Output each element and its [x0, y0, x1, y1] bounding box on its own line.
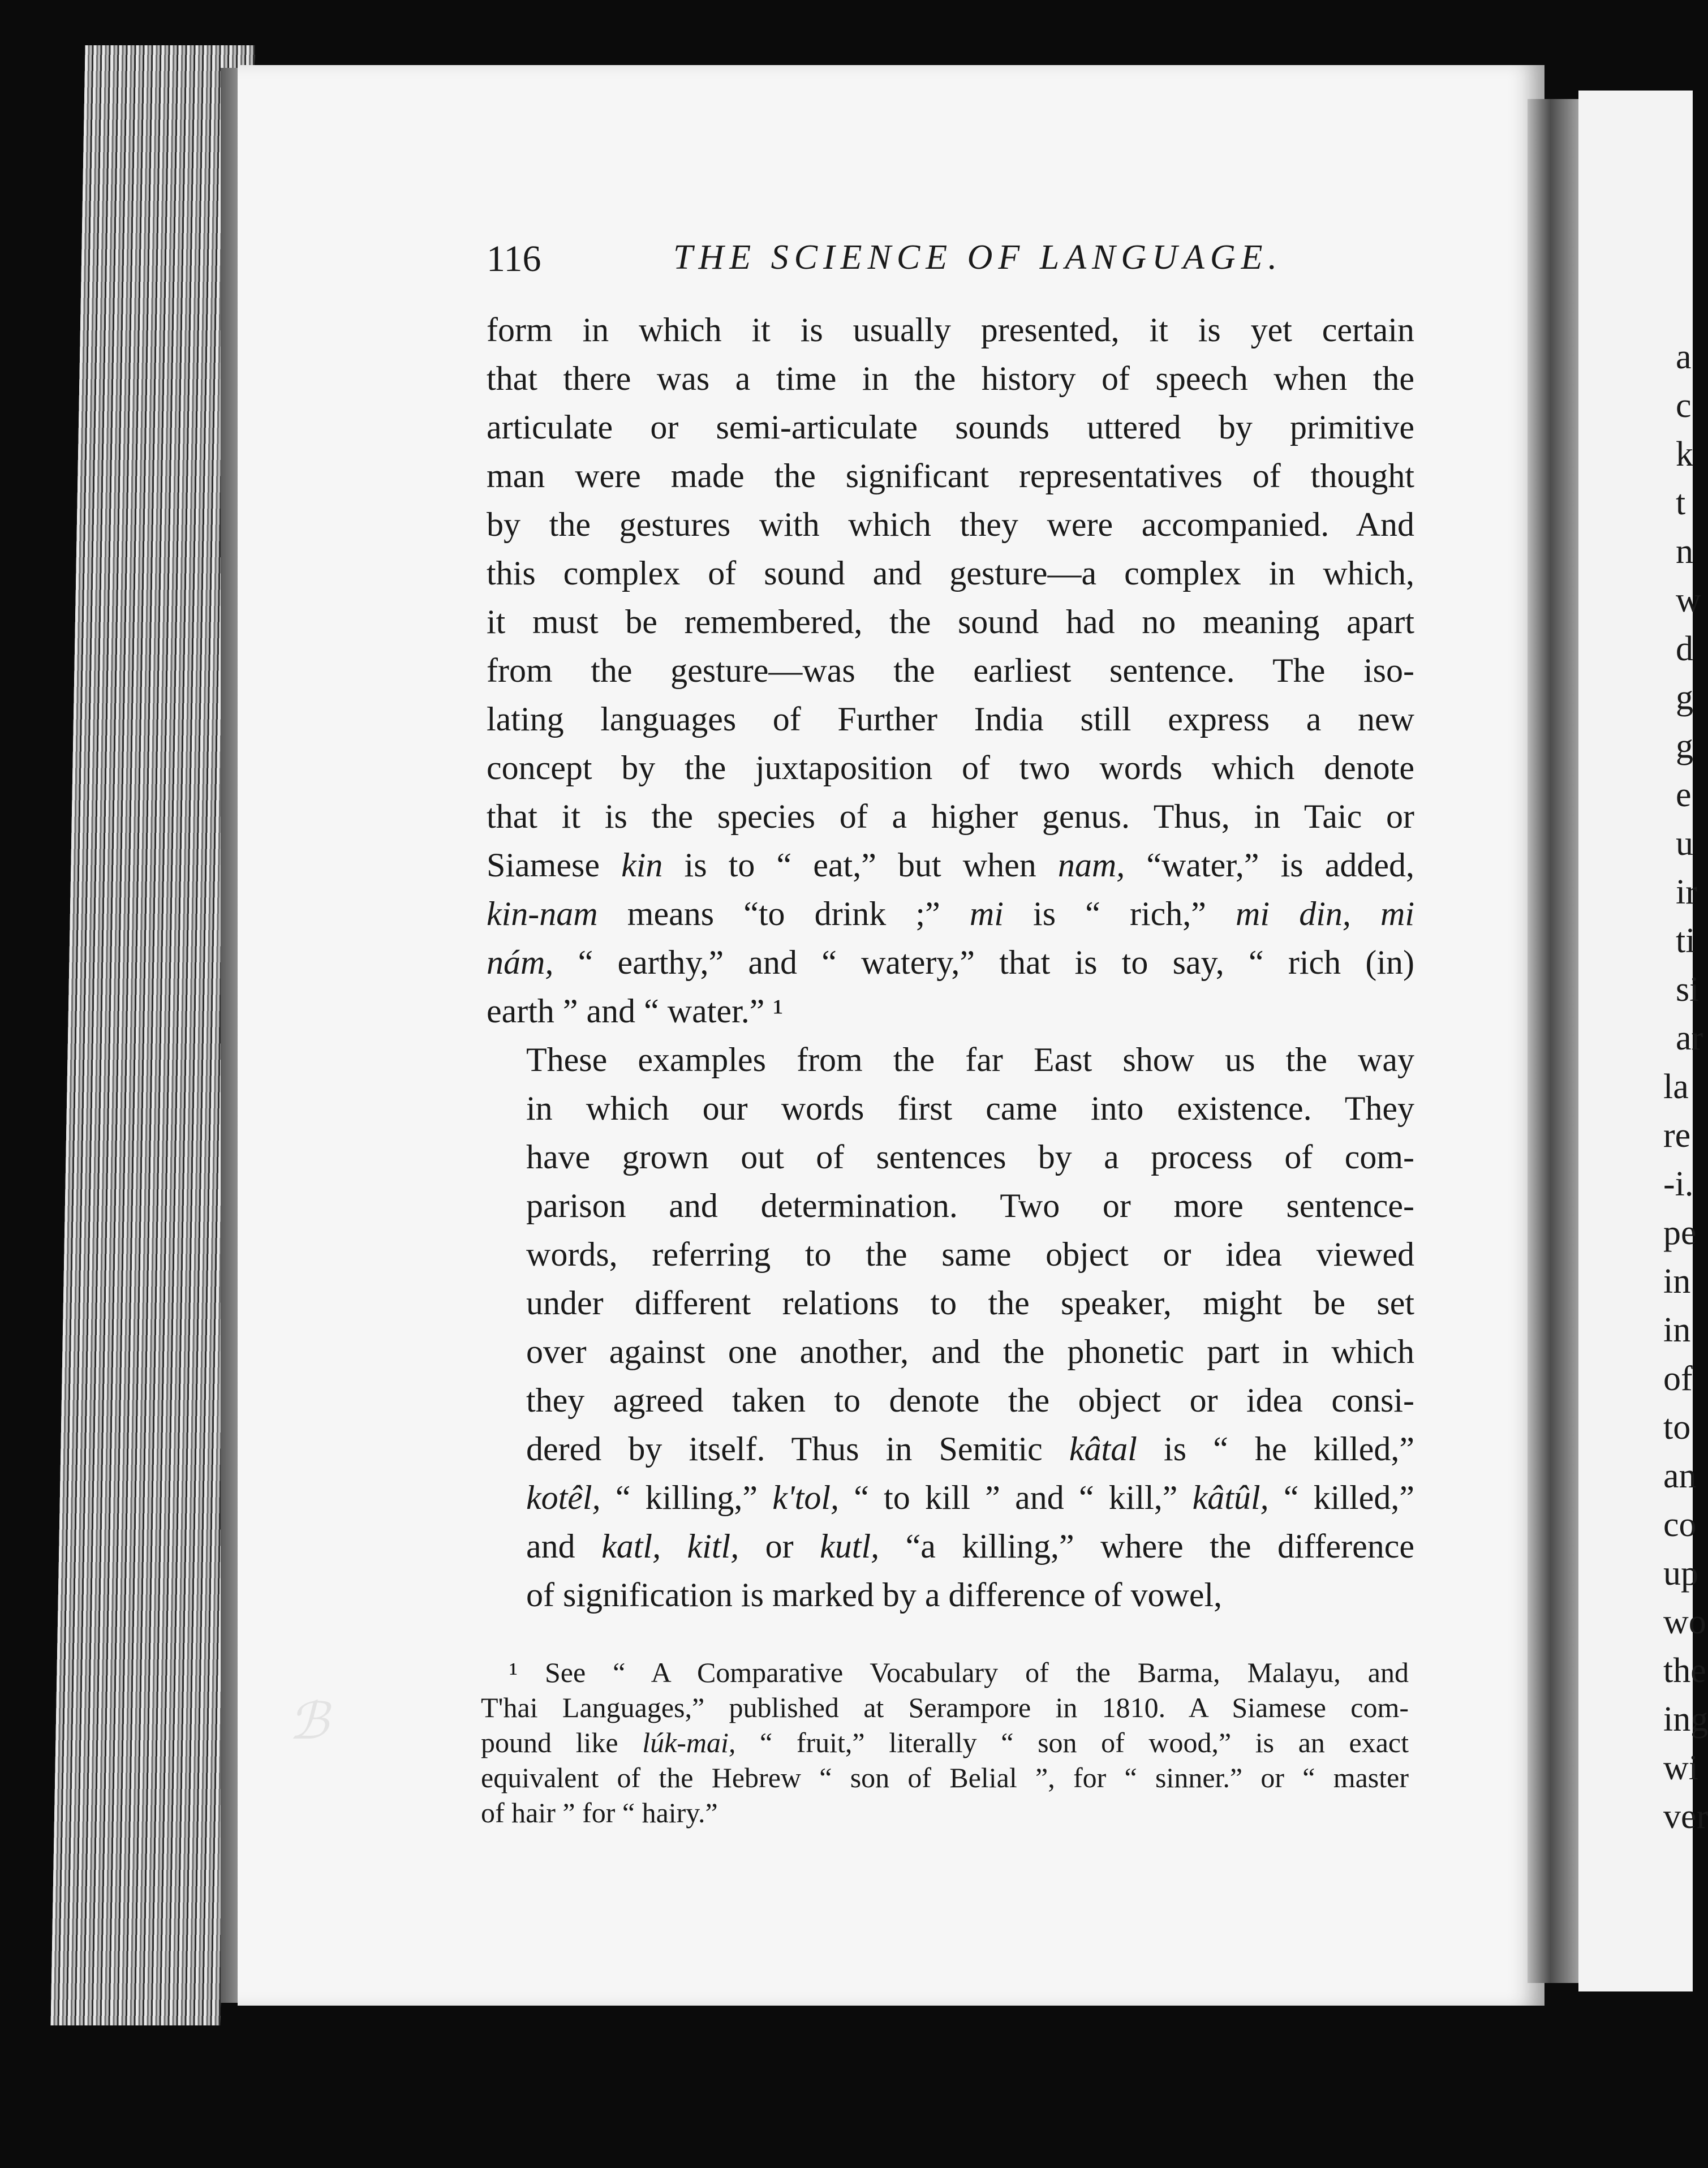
- text-run: is to “ eat,” but when: [662, 846, 1058, 884]
- facing-page-fragment: w: [1676, 581, 1701, 620]
- text-line: by the gestures with which they were accompanied. And: [487, 506, 1414, 543]
- text-line: man were made the significant representatives of thought: [487, 457, 1414, 494]
- italic-word: nam,: [1057, 846, 1125, 884]
- text-run: “ killing,”: [600, 1479, 773, 1516]
- facing-page-fragment: re: [1663, 1116, 1691, 1155]
- text-run: “a killing,” where the difference: [879, 1528, 1414, 1565]
- italic-word: kin: [621, 846, 663, 884]
- italic-word: kutl,: [820, 1528, 880, 1565]
- facing-page-fragment: ti: [1676, 922, 1696, 960]
- text-line: [487, 1522, 1414, 1571]
- text-line: that there was a time in the history of speech when the: [487, 360, 1414, 397]
- paragraph: [487, 1035, 1414, 1619]
- body-text: [487, 306, 1414, 1619]
- italic-word: mi: [969, 895, 1004, 932]
- footnote-line: [481, 1725, 1409, 1760]
- facing-page-fragment: pe: [1663, 1214, 1697, 1252]
- text-run: “ fruit,” literally “ son of wood,” is an exact: [735, 1727, 1409, 1758]
- text-run: means “to drink ;”: [597, 895, 970, 932]
- facing-page-fragment: g: [1676, 727, 1693, 765]
- facing-page-fragment: c: [1676, 386, 1692, 425]
- running-head: [487, 238, 1313, 294]
- facing-page-fragment: n: [1676, 532, 1693, 571]
- footnote-line: of hair ” for “ hairy.”: [481, 1797, 718, 1829]
- text-line: [487, 841, 1414, 889]
- text-line: These examples from the far East show us the way: [526, 1041, 1414, 1078]
- text-line: articulate or semi-articulate sounds uttered by primitive: [487, 408, 1414, 446]
- facing-page-fragment: wo: [1663, 1603, 1706, 1641]
- text-run: Siamese: [487, 846, 622, 884]
- facing-page-fragment: up: [1663, 1554, 1698, 1593]
- facing-page-fragment: to: [1663, 1408, 1691, 1447]
- facing-page-fragment: of: [1663, 1360, 1693, 1398]
- text-run: is “ he killed,”: [1137, 1430, 1414, 1468]
- text-run: “ earthy,” and “ watery,” that is to say, “ rich (in): [553, 944, 1414, 981]
- paragraph: [487, 306, 1414, 1035]
- text-line: have grown out of sentences by a process of com-: [526, 1138, 1414, 1176]
- text-line: concept by the juxtaposition of two words which denote: [487, 749, 1414, 786]
- text-line: words, referring to the same object or idea viewed: [526, 1236, 1414, 1273]
- facing-page-fragment: u: [1676, 824, 1693, 863]
- italic-word: k'tol,: [772, 1479, 840, 1516]
- text-line: lating languages of Further India still express a new: [487, 700, 1414, 738]
- text-run: is “ rich,”: [1003, 895, 1236, 932]
- footnote: [481, 1655, 1409, 1830]
- book-gutter: [1528, 99, 1578, 1983]
- text-run: and: [526, 1528, 602, 1565]
- italic-word: mi din, mi: [1236, 895, 1415, 932]
- facing-page-fragment: ing: [1663, 1700, 1708, 1739]
- footnote-line: ¹ See “ A Comparative Vocabulary of the Barma, Malayu, and: [509, 1657, 1409, 1688]
- facing-page-fragment: e: [1676, 776, 1692, 814]
- text-line: [487, 889, 1414, 938]
- text-run: “water,” is added,: [1125, 846, 1415, 884]
- italic-word: kâtûl,: [1192, 1479, 1269, 1516]
- facing-page-fragment: la: [1663, 1068, 1689, 1106]
- facing-page-fragment: an: [1663, 1457, 1697, 1495]
- running-title: THE SCIENCE OF LANGUAGE.: [673, 238, 1283, 277]
- italic-word: nám,: [487, 944, 554, 981]
- facing-page: [1578, 91, 1708, 1991]
- text-line: [487, 938, 1414, 987]
- text-line: parison and determination. Two or more sentence-: [526, 1187, 1414, 1224]
- text-line: of signification is marked by a difference of vowel,: [526, 1576, 1223, 1614]
- italic-word: kin-nam: [487, 895, 598, 932]
- italic-word: lúk-mai,: [642, 1727, 736, 1758]
- text-line: in which our words first came into existence. They: [526, 1090, 1414, 1127]
- text-run: or: [739, 1528, 820, 1565]
- text-run: pound like: [481, 1727, 643, 1758]
- facing-page-fragment: g: [1676, 678, 1693, 717]
- text-line: [487, 1425, 1414, 1473]
- facing-page-fragment: -i.: [1663, 1165, 1694, 1203]
- text-run: dered by itself. Thus in Semitic: [526, 1430, 1069, 1468]
- text-run: “ killed,”: [1268, 1479, 1414, 1516]
- facing-page-fragment: a: [1676, 338, 1692, 376]
- italic-word: katl, kitl,: [601, 1528, 739, 1565]
- facing-page-fragment: co: [1663, 1505, 1697, 1544]
- facing-page-fragment: k: [1676, 435, 1693, 474]
- footnote-line: equivalent of the Hebrew “ son of Belial ”, for “ sinner.” or “ master: [481, 1762, 1409, 1793]
- page-number: 116: [487, 238, 541, 279]
- italic-word: kotêl,: [526, 1479, 601, 1516]
- italic-word: kâtal: [1069, 1430, 1137, 1468]
- facing-page-fragment: ar: [1676, 1019, 1703, 1057]
- facing-page-fragment: wi: [1663, 1749, 1698, 1787]
- text-line: they agreed taken to denote the object or idea consi-: [526, 1382, 1414, 1419]
- facing-page-fragment: in: [1663, 1311, 1691, 1349]
- facing-page-fragment: ver: [1663, 1797, 1708, 1836]
- facing-page-fragment: d: [1676, 630, 1693, 668]
- text-line: [487, 1473, 1414, 1522]
- faint-library-mark: ℬ: [289, 1694, 329, 1750]
- text-run: “ to kill ” and “ kill,”: [839, 1479, 1193, 1516]
- facing-page-fragment: the: [1663, 1651, 1706, 1690]
- text-line: from the gesture—was the earliest sentence. The iso-: [487, 652, 1414, 689]
- text-line: earth ” and “ water.” ¹: [487, 992, 784, 1030]
- text-line: over against one another, and the phonetic part in which: [526, 1333, 1414, 1370]
- text-line: under different relations to the speaker, might be set: [526, 1284, 1414, 1322]
- text-line: this complex of sound and gesture—a complex in which,: [487, 554, 1414, 592]
- text-line: that it is the species of a higher genus. Thus, in Taic or: [487, 798, 1414, 835]
- footnote-line: T'hai Languages,” published at Serampore in 1810. A Siamese com-: [481, 1692, 1409, 1723]
- facing-page-fragment: t: [1676, 484, 1686, 522]
- facing-page-fragment: si: [1676, 970, 1700, 1009]
- text-line: it must be remembered, the sound had no meaning apart: [487, 603, 1414, 640]
- facing-page-fragment: in: [1663, 1262, 1691, 1301]
- facing-page-fragment: ir: [1676, 873, 1697, 911]
- text-line: form in which it is usually presented, it is yet certain: [487, 311, 1414, 349]
